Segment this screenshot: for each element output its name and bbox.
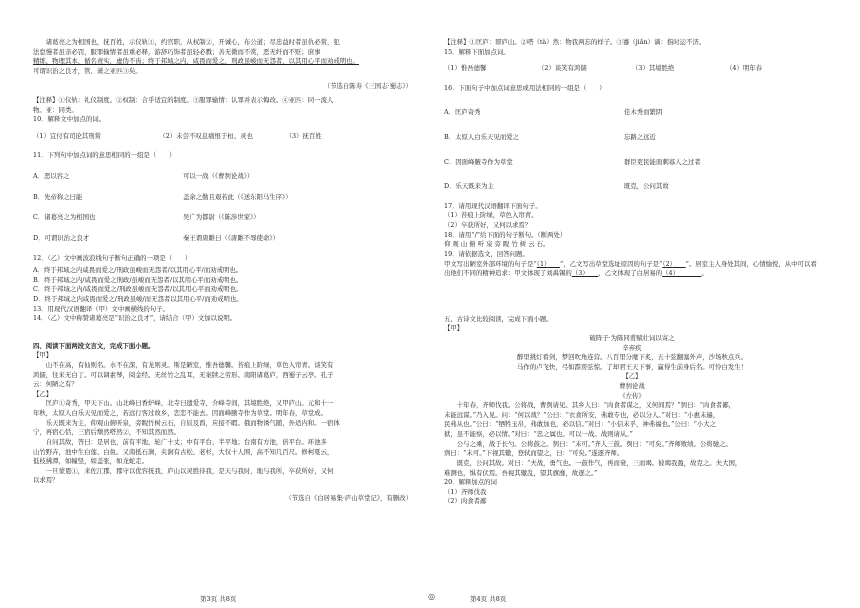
poem-line: 马作的卢飞快，弓如霹雳弦惊。了却君王天下事，赢得生前身后名。可怜白发生！ [516,362,748,371]
yi-line: 一旦蒙恩①，来佐江郡，郡守以优容抚我，庐山以灵胜待我，是天与我时，地与我所，卒获所好，又何 [45,466,334,475]
note1-line: 物。亚：同类。 [33,105,78,114]
answer-blank-2[interactable]: （2） [662,259,673,268]
option-right: 群臣吏民能面刺寡人之过者 [624,157,701,166]
yi-line: 匡庐①奇秀，甲天下山。山北峰曰香炉峰，北寺曰遗爱寺，介峰寺间，其境胜绝，又甲庐山。元和十一 [45,399,334,408]
passage1-source: （节选自陈寿《三国志·蜀志》） [323,82,412,91]
yi-line: 难测也，惧有伏焉。吾视其辙乱，望其旗靡，故逐之。” [444,468,598,477]
q19-segment: 间，心情愉悦，从中可以看出他们不同的精神追求：甲文体现了刘禹锡的 [444,259,817,278]
section-5-title: 五、古诗文比较阅读，完成下面小题。 [444,314,553,323]
poem-author: 辛弃疾 [622,343,642,352]
q12-option: B．终于邦域之内/咸畏而爱之刑政/虽峻而无怨者/以其用心平而劝戒明也。 [33,275,243,284]
page-3 [0,0,430,603]
q16-option [444,182,820,192]
question-19: 19．请依据选文，回答问题。 [444,249,529,258]
q18-text: 仰 观 山 俯 听 泉 旁 睨 竹 树 云 石。 [444,240,550,249]
q19-text [444,260,820,279]
page-footer: 第3页 共8页 [200,595,237,603]
q19-segment: ”。居室主人身处其 [685,259,741,268]
option-left: A．匡庐奇秀 [444,108,481,117]
yi-line: 十年春，齐师伐我。公将战，曹刿请见。其乡人曰：“肉食者谋之，又何间焉？”刿曰：“肉食者鄙， [456,401,736,410]
jia-line: 鸿儒，往来无白丁。可以调素琴，阅金经。无丝竹之乱耳，无案牍之劳形。南阳诸葛庐，西蜀子云亭。孔子 [33,370,334,379]
page-footer: 第4页 共8页 [470,595,507,603]
q19-segment: 。 [701,269,708,278]
q17-item: （1）苔痕上阶绿，草色入帘青。 [444,211,538,220]
q16-option [444,108,820,118]
poem-line: 醉里挑灯看剑，梦回吹角连营。八百里分麾下炙，五十弦翻塞外声，沙场秋点兵。 [516,353,748,362]
q11-option [33,213,412,223]
q11-option [33,193,412,203]
note1-line: 【注释】①仪轨：礼仪制度。②权制：合乎适宜的制度。③服罪输情：认罪并表示悔改。④亚匹：同一流人 [33,96,334,105]
q19-segment: 甲文写出陋室外部环境的句子是“ [444,259,537,268]
q15-item: （1）惟吾德馨 [444,64,487,73]
q10-item: （1）宜付有司论其刑赏 [33,131,101,140]
page-4 [430,0,860,603]
q19-segment: ，乙文体现了白居易的 [598,269,663,278]
question-14: 14．（乙）文中称赞诸葛亮是“识治之良才”，请结合（甲）文加以说明。 [33,314,237,323]
yi-line: 宁，再宿心恬，三宿后颓然嗒然②，不知其然而然。 [33,428,180,437]
q16-option [444,133,820,143]
yi-label: 【乙】 [33,389,53,398]
yi-line: 山竹野卉，池中生白莲、白鱼。又南抵石涧，夹涧有古松、老杉，大仅十人围，高不知几百尺。修柯戛云， [33,447,334,456]
answer-blank-4[interactable]: （4） [662,269,676,278]
yi-source: （节选自《白居易集·庐山草堂记》，有删改） [285,493,412,502]
question-12: 12．（乙）文中画波浪线句子断句正确的一项是（ ） [33,253,192,262]
option-right: 既克，公问其故 [624,182,669,191]
option-left: A．恶以容之 [33,172,70,181]
question-13: 13．用现代汉语翻译（甲）文中画横线的句子。 [33,304,169,313]
option-left: D．可谓识治之良才 [33,233,90,242]
q10-items [33,132,412,142]
question-20: 20．解释加点的词 [444,478,497,487]
q12-option: C．终于邦域之内/咸畏而爱之/刑政虽峻而无怨者/以其用心平而劝戒明也。 [33,285,243,294]
yi-line: 未能远谋。”乃入见。问：“何以战？”公曰：“衣食所安，弗敢专也，必以分人。”对曰：“小惠未遍， [444,410,720,419]
option-left: C．因面峰腋寺作为草堂 [444,157,513,166]
question-15: 15．解释下面加点词。 [444,47,510,56]
option-right: 吴广为都尉（《陈涉世家》） [183,213,260,222]
jia-line: 云：何陋之有？ [33,380,78,389]
question-17: 17．请用现代汉语翻译下面句子。 [444,201,542,210]
yi-line: 低枝拂潭，如幢竖，如盖张，如龙蛇走。 [33,457,149,466]
page-4-content [444,38,820,507]
q16-option [444,158,820,168]
q12-option: A．终于邦域之内咸畏而爱之/刑政虽峻而无怨者/以其用心平/而劝戒明也。 [33,266,243,275]
q15-item: （3）其境胜绝 [632,64,675,73]
option-right: 可以一战（《曹刿论战》） [183,172,254,181]
jia-line: 山不在高，有仙则名。水不在深，有龙则灵。斯是陋室，惟吾德馨。苔痕上阶绿，草色入帘青。谈笑有 [45,361,334,370]
answer-blank-1[interactable]: （1） [536,259,548,268]
yi-label: 【乙】 [622,372,642,381]
note2: 【注释】①匡庐：即庐山。②嗒（tà）然：物我两忘的样子。③蹇（jiǎn）谪：指时运不济。 [444,38,706,46]
q15-item: （4）明年春 [726,64,763,73]
yi-line: 自问其故，答曰：是居也，前有平地，轮广十丈；中有平台，半平地；台南有方池，倍平台。环池多 [45,437,327,446]
q20-item: （1）齐师伐我 [444,487,487,496]
option-right: 佳木秀而繁阴 [624,108,663,117]
question-10: 10．解释文中加点的词。 [33,115,106,124]
yi-line: 以求焉？ [33,476,59,485]
yi-title: 曹刿论战 [619,382,645,391]
q11-option [33,234,412,244]
jia-label: 【甲】 [33,351,53,360]
answer-blank-3[interactable]: （3） [571,269,586,278]
passage1-line: 可谓识治之良才，管、萧之亚匹③矣。 [33,66,142,75]
yi-line: 既克，公问其故。对曰：“夫战，勇气也。一鼓作气，再而衰，三而竭。彼竭我盈，故克之。夫大国， [456,458,742,467]
yi-line: 刿曰：“未可。”下视其辙，登轼而望之，曰：“可矣。”遂逐齐师。 [444,449,624,458]
q11-option [33,172,412,182]
yi-source: 《左传》 [619,391,645,400]
option-right: 盖余之勤且艰若此（《送东阳马生序》） [183,192,292,201]
option-left: C．诸葛亮之为相国也 [33,213,96,222]
passage1-line: 诸葛亮之为相国也，抚百姓，示仪轨①，约官职，从权制②，开诚心，布公道；尽忠益时者虽仇必赏，犯 [45,38,340,46]
option-right: 秦王谓唐雎曰（《唐雎不辱使命》） [183,233,279,242]
question-16: 16．下面句子中加点词意思或用法相同的一组是（ ） [444,83,606,92]
page-separator-icon: ◎ [428,592,435,601]
q10-item: （2）未尝不叹息痛恨于桓、灵也 [159,131,253,140]
q19-segment: ”，乙文写出草堂选址原因的句子是“ [559,259,663,268]
option-left: B．先帝称之曰能 [33,192,83,201]
option-left: B．太原人白乐天见而爱之 [444,133,519,142]
q12-option: D．终于邦域之内咸畏而爱之/刑政虽峻/而无怨者以其用心平/而劝戒明也。 [33,294,243,303]
yi-line: 民弗从也。”公曰：“牺牲玉帛，弗敢加也，必以信。”对曰：“小信未孚，神弗福也。”公曰：“小大之 [444,420,717,429]
q10-item: （3）抚百姓 [285,131,322,140]
passage1-line: 法怠慢者虽亲必罚，服罪输情者虽重必释，游辞巧饰者虽轻必戮；善无微而不赏，恶无纤而不贬；庶事 [33,47,321,56]
q15-items [444,64,820,74]
q17-item: （2）卒获所好，又何以求焉？ [444,221,532,230]
jia-label: 【甲】 [444,324,464,333]
question-18: 18．请用“/”给下面的句子断句。（断两处） [444,230,567,239]
passage1-line: 精练，物理其本，循名责实，虚伪不齿；终于邦域之内，咸畏而爱之，刑政虽峻而无怨者，以其用心平而劝戒明也。 [33,57,359,66]
page-3-content [33,38,412,504]
yi-line: 狱，虽不能察，必以情。”对曰：“忠之属也。可以一战。战则请从。” [444,430,633,439]
yi-line: 公与之乘，战于长勺。公将鼓之。刿曰：“未可。”齐人三鼓。刿曰：“可矣。”齐师败绩。公将驰之。 [456,439,732,448]
option-right: 忘路之远近 [624,133,656,142]
yi-line: 年秋，太原人白乐天见而爱之，若远行客过故乡，恋恋不能去。因面峰腋寺作为草堂。明年春，草堂成。 [33,409,327,418]
q20-item: （2）肉食者鄙 [444,497,487,506]
option-left: D．乐天既来为主 [444,182,494,191]
q15-item: （2）谈笑有鸿儒 [538,64,587,73]
yi-line: 乐天既来为主，仰观山俯听泉，旁睨竹树云石，自辰及酉，应接不暇。俄而物诱气随，外适内和。一宿体 [45,418,340,427]
section-4-title: 四、阅读下面两段文言文，完成下面小题。 [33,341,155,350]
question-11: 11．下列句中加点词的意思相同的一组是（ ） [33,151,176,160]
poem-title: 破阵子·为陈同甫赋壮词以寄之 [589,333,675,342]
